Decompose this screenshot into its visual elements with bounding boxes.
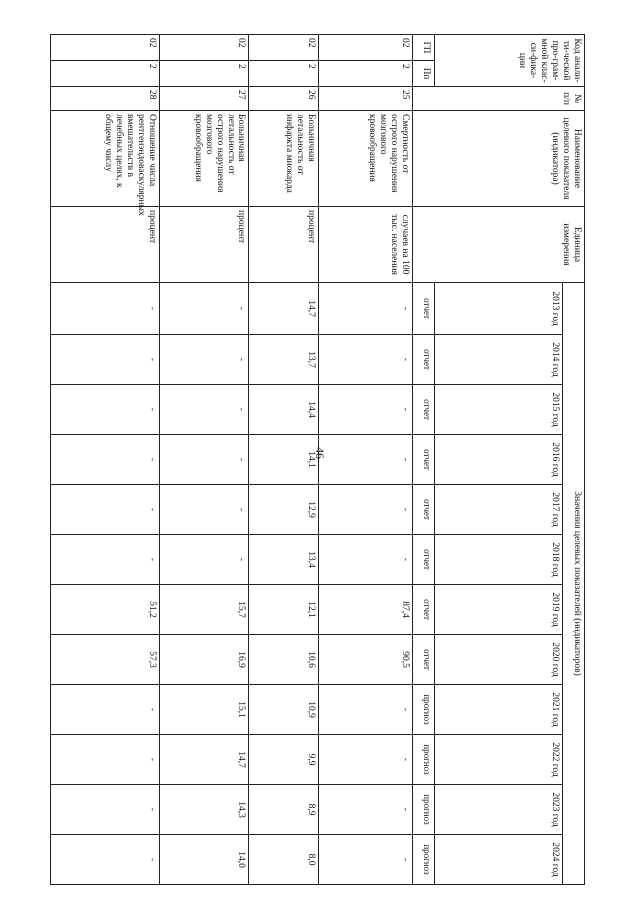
header-year-type: отчет <box>413 283 435 335</box>
cell-value: 14,1 <box>249 435 319 485</box>
header-name: Наименование целевого показателя (индикатора) <box>413 111 585 207</box>
cell-num: 25 <box>319 87 413 111</box>
cell-value: - <box>160 335 249 385</box>
cell-value: 14,3 <box>160 785 249 835</box>
header-year: 2024 год <box>435 835 563 885</box>
cell-unit: случаев на 100 тыс. населения <box>319 207 413 283</box>
cell-name: Отношение числа рентгенэндоваскулярных вмешательств в лечебных целях, к общему числу <box>51 111 160 207</box>
cell-pp: 2 <box>160 61 249 87</box>
cell-value: - <box>319 785 413 835</box>
header-year: 2013 год <box>435 283 563 335</box>
header-unit: Единица измерения <box>413 207 585 283</box>
cell-value: - <box>319 283 413 335</box>
cell-value: - <box>319 535 413 585</box>
cell-name: Смертность от острого нарушения мозгового кровообращения <box>319 111 413 207</box>
cell-unit: процент <box>51 207 160 283</box>
cell-value: 10,9 <box>249 685 319 735</box>
cell-unit: процент <box>160 207 249 283</box>
header-num: № п/п <box>413 87 585 111</box>
header-year: 2023 год <box>435 785 563 835</box>
cell-value: 15,7 <box>160 585 249 635</box>
cell-value: - <box>51 835 160 885</box>
header-year: 2014 год <box>435 335 563 385</box>
cell-name: Больничная летальность от инфаркта миокарда <box>249 111 319 207</box>
header-year-type: прогноз <box>413 735 435 785</box>
header-pp: Пп <box>413 61 435 87</box>
header-year: 2017 год <box>435 485 563 535</box>
header-gp: ГП <box>413 35 435 61</box>
cell-value: 13,4 <box>249 535 319 585</box>
cell-value: - <box>51 785 160 835</box>
page-number: 46 <box>313 447 327 459</box>
cell-value: 14,4 <box>249 385 319 435</box>
cell-value: 87,4 <box>319 585 413 635</box>
header-year-type: прогноз <box>413 685 435 735</box>
cell-pp: 2 <box>319 61 413 87</box>
header-year-type: отчет <box>413 435 435 485</box>
cell-num: 26 <box>249 87 319 111</box>
cell-value: 12,9 <box>249 485 319 535</box>
cell-unit: процент <box>249 207 319 283</box>
cell-value: 14,7 <box>160 735 249 785</box>
header-year: 2019 год <box>435 585 563 635</box>
cell-value: - <box>319 385 413 435</box>
header-year-type: отчет <box>413 535 435 585</box>
cell-value: - <box>160 283 249 335</box>
cell-value: - <box>319 735 413 785</box>
cell-value: - <box>51 735 160 785</box>
cell-value: 57,3 <box>51 635 160 685</box>
header-year: 2020 год <box>435 635 563 685</box>
cell-value: 8,0 <box>249 835 319 885</box>
cell-value: 16,9 <box>160 635 249 685</box>
header-code: Код анали-ти-ческой про-грам-мной клас-си-фика-ции <box>435 35 585 87</box>
cell-value: - <box>51 685 160 735</box>
cell-name: Больничная летальность от острого нарушения мозгового кровообращения <box>160 111 249 207</box>
cell-value: 90,5 <box>319 635 413 685</box>
cell-value: - <box>51 435 160 485</box>
cell-value: - <box>319 335 413 385</box>
table-row <box>249 35 319 885</box>
table-row <box>319 35 413 885</box>
header-year-type: отчет <box>413 335 435 385</box>
cell-value: - <box>51 485 160 535</box>
cell-gp: 02 <box>249 35 319 61</box>
header-year-type: отчет <box>413 485 435 535</box>
header-year-type: отчет <box>413 385 435 435</box>
header-values-group: Значения целевых показателей (индикаторов) <box>563 283 585 885</box>
cell-value: - <box>51 335 160 385</box>
cell-pp: 2 <box>51 61 160 87</box>
header-year: 2018 год <box>435 535 563 585</box>
cell-value: 13,7 <box>249 335 319 385</box>
cell-value: 14,0 <box>160 835 249 885</box>
header-year: 2022 год <box>435 735 563 785</box>
cell-value: 15,1 <box>160 685 249 735</box>
cell-value: - <box>319 435 413 485</box>
cell-gp: 02 <box>51 35 160 61</box>
cell-value: 8,9 <box>249 785 319 835</box>
cell-value: 9,9 <box>249 735 319 785</box>
indicators-table <box>50 34 585 885</box>
cell-num: 27 <box>160 87 249 111</box>
cell-value: - <box>319 685 413 735</box>
cell-value: 14,7 <box>249 283 319 335</box>
header-year-type: прогноз <box>413 835 435 885</box>
header-year-type: прогноз <box>413 785 435 835</box>
rotated-page <box>50 34 585 884</box>
cell-pp: 2 <box>249 61 319 87</box>
cell-value: - <box>51 535 160 585</box>
cell-value: - <box>160 535 249 585</box>
header-year: 2021 год <box>435 685 563 735</box>
cell-value: - <box>51 385 160 435</box>
cell-value: - <box>319 485 413 535</box>
header-year: 2015 год <box>435 385 563 435</box>
cell-value: - <box>319 835 413 885</box>
table-row <box>160 35 249 885</box>
cell-value: - <box>160 385 249 435</box>
cell-value: 12,1 <box>249 585 319 635</box>
header-year-type: отчет <box>413 635 435 685</box>
cell-value: - <box>160 485 249 535</box>
cell-value: - <box>160 435 249 485</box>
header-year-type: отчет <box>413 585 435 635</box>
table-row <box>51 35 160 885</box>
cell-gp: 02 <box>160 35 249 61</box>
cell-value: - <box>51 283 160 335</box>
cell-gp: 02 <box>319 35 413 61</box>
cell-num: 28 <box>51 87 160 111</box>
header-year: 2016 год <box>435 435 563 485</box>
cell-value: 51,2 <box>51 585 160 635</box>
cell-value: 10,6 <box>249 635 319 685</box>
